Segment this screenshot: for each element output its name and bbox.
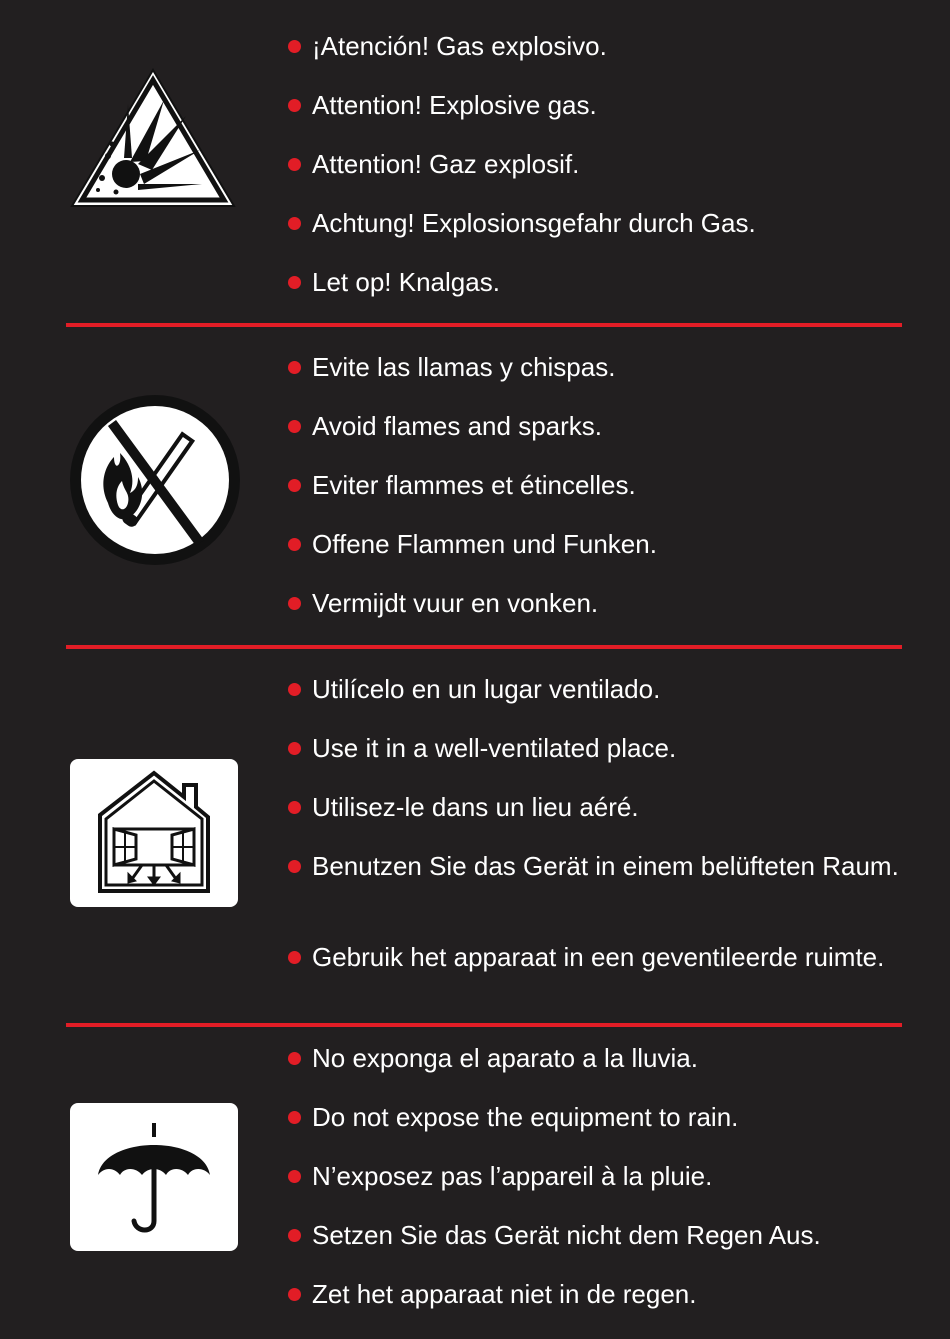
item-text: Utilícelo en un lugar ventilado. [312, 674, 661, 704]
section-no-flames [0, 327, 950, 647]
item-text: Benutzen Sie das Gerät in einem belüfteten Raum. [312, 851, 899, 881]
bullet [288, 538, 301, 551]
bullet [288, 683, 301, 696]
list-item [286, 673, 912, 705]
list-item [286, 587, 912, 619]
section-rain [0, 1027, 950, 1339]
bullet [288, 158, 301, 171]
item-text: Offene Flammen und Funken. [312, 529, 657, 559]
item-text: Attention! Gaz explosif. [312, 149, 580, 179]
bullet [288, 99, 301, 112]
list-item [286, 207, 912, 239]
item-text: Evite las llamas y chispas. [312, 352, 616, 382]
bullet [288, 276, 301, 289]
item-text: Let op! Knalgas. [312, 267, 500, 297]
bullet [288, 1111, 301, 1124]
ventilated-house-icon [70, 759, 238, 907]
bullet [288, 479, 301, 492]
bullet [288, 742, 301, 755]
list-item [286, 1219, 912, 1251]
item-text: Achtung! Explosionsgefahr durch Gas. [312, 208, 756, 238]
section-ventilation [0, 649, 950, 1024]
item-text: ¡Atención! Gas explosivo. [312, 31, 607, 61]
bullet [288, 860, 301, 873]
item-text: Zet het apparaat niet in de regen. [312, 1279, 697, 1309]
list-item [286, 30, 912, 62]
umbrella-rain-icon [70, 1103, 238, 1251]
item-text: Avoid flames and sparks. [312, 411, 602, 441]
list-item [286, 351, 912, 383]
list-item [286, 941, 912, 973]
list-item [286, 469, 912, 501]
item-text: Eviter flammes et étincelles. [312, 470, 636, 500]
list-item [286, 850, 912, 882]
bullet [288, 1288, 301, 1301]
list-item [286, 1160, 912, 1192]
list-item [286, 1101, 912, 1133]
item-text: Attention! Explosive gas. [312, 90, 597, 120]
list-item [286, 791, 912, 823]
list-item [286, 1042, 912, 1074]
bullet [288, 801, 301, 814]
bullet [288, 40, 301, 53]
bullet [288, 1229, 301, 1242]
item-text: Use it in a well-ventilated place. [312, 733, 677, 763]
bullet [288, 361, 301, 374]
item-text: No exponga el aparato a la lluvia. [312, 1043, 698, 1073]
item-text: Vermijdt vuur en vonken. [312, 588, 599, 618]
bullet [288, 597, 301, 610]
item-text: Utilisez-le dans un lieu aéré. [312, 792, 639, 822]
section-explosive-gas [0, 0, 950, 325]
list-item [286, 410, 912, 442]
item-text: Do not expose the equipment to rain. [312, 1102, 739, 1132]
explosive-triangle-icon [68, 66, 238, 216]
item-text: Setzen Sie das Gerät nicht dem Regen Aus. [312, 1220, 821, 1250]
list-item [286, 528, 912, 560]
list-item [286, 266, 912, 298]
item-text: Gebruik het apparaat in een geventileerde ruimte. [312, 942, 885, 972]
bullet [288, 951, 301, 964]
bullet [288, 420, 301, 433]
bullet [288, 1052, 301, 1065]
item-text: N’exposez pas l’appareil à la pluie. [312, 1161, 713, 1191]
list-item [286, 1278, 912, 1310]
list-item [286, 732, 912, 764]
bullet [288, 217, 301, 230]
list-item [286, 148, 912, 180]
no-open-flame-icon [68, 393, 242, 572]
list-item [286, 89, 912, 121]
bullet [288, 1170, 301, 1183]
